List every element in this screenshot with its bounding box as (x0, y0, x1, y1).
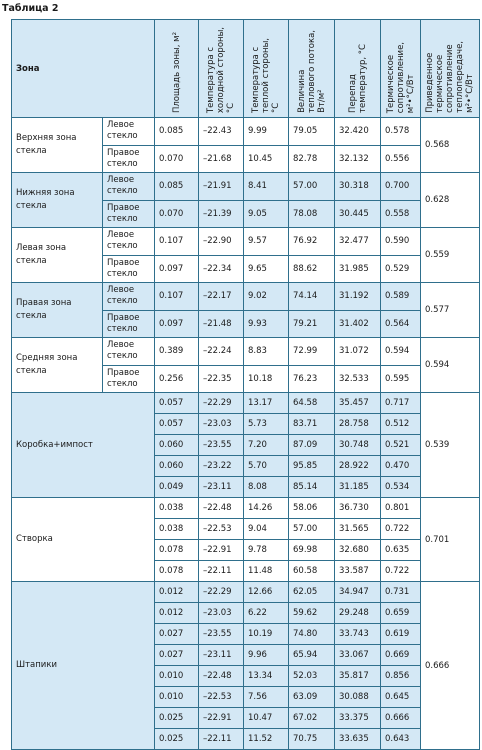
cell-flux: 74.14 (289, 283, 335, 311)
cell-flux: 85.14 (289, 477, 335, 498)
cell-t-warm: 8.08 (244, 477, 289, 498)
cell-dt: 36.730 (335, 498, 381, 519)
table-row (12, 228, 480, 256)
cell-t-warm: 7.20 (244, 435, 289, 456)
cell-dt: 32.477 (335, 228, 381, 256)
cell-area: 0.027 (155, 645, 199, 666)
reduced-resistance: 0.666 (421, 582, 480, 750)
cell-t-cold: –23.03 (199, 603, 244, 624)
sub-zone-name: Левое стекло (103, 338, 155, 366)
cell-t-cold: –22.53 (199, 519, 244, 540)
sub-zone-name: Левое стекло (103, 118, 155, 146)
header-zone: Зона (12, 20, 155, 118)
cell-t-cold: –22.90 (199, 228, 244, 256)
cell-flux: 70.75 (289, 729, 335, 750)
sub-zone-name: Правое стекло (103, 255, 155, 283)
cell-flux: 83.71 (289, 414, 335, 435)
zone-name: Коробка+импост (12, 393, 155, 498)
cell-flux: 59.62 (289, 603, 335, 624)
cell-area: 0.085 (155, 118, 199, 146)
cell-dt: 30.088 (335, 687, 381, 708)
cell-dt: 31.565 (335, 519, 381, 540)
sub-zone-name: Правое стекло (103, 310, 155, 338)
cell-dt: 31.072 (335, 338, 381, 366)
cell-dt: 32.680 (335, 540, 381, 561)
cell-dt: 33.375 (335, 708, 381, 729)
cell-t-cold: –21.39 (199, 200, 244, 228)
cell-area: 0.027 (155, 624, 199, 645)
cell-dt: 28.758 (335, 414, 381, 435)
cell-t-warm: 9.05 (244, 200, 289, 228)
cell-dt: 32.533 (335, 365, 381, 393)
cell-flux: 79.21 (289, 310, 335, 338)
cell-flux: 95.85 (289, 456, 335, 477)
cell-area: 0.060 (155, 435, 199, 456)
cell-r: 0.558 (381, 200, 421, 228)
cell-flux: 69.98 (289, 540, 335, 561)
cell-dt: 33.067 (335, 645, 381, 666)
zone-name: Правая зона стекла (12, 283, 103, 338)
cell-t-cold: –22.48 (199, 498, 244, 519)
cell-r: 0.470 (381, 456, 421, 477)
cell-dt: 30.318 (335, 173, 381, 201)
cell-area: 0.256 (155, 365, 199, 393)
cell-r: 0.594 (381, 338, 421, 366)
zone-name: Нижняя зона стекла (12, 173, 103, 228)
cell-dt: 30.748 (335, 435, 381, 456)
cell-dt: 33.743 (335, 624, 381, 645)
cell-t-warm: 10.19 (244, 624, 289, 645)
zone-name: Штапики (12, 582, 155, 750)
cell-t-warm: 8.41 (244, 173, 289, 201)
cell-area: 0.012 (155, 582, 199, 603)
cell-t-warm: 9.02 (244, 283, 289, 311)
cell-flux: 72.99 (289, 338, 335, 366)
header-r: Термическое сопротивление, м²•°С/Вт (381, 20, 421, 118)
cell-r: 0.529 (381, 255, 421, 283)
cell-area: 0.097 (155, 255, 199, 283)
cell-t-warm: 9.78 (244, 540, 289, 561)
cell-area: 0.107 (155, 283, 199, 311)
table-caption: Таблица 2 (2, 3, 59, 14)
cell-area: 0.049 (155, 477, 199, 498)
cell-t-warm: 9.04 (244, 519, 289, 540)
cell-flux: 63.09 (289, 687, 335, 708)
cell-r: 0.578 (381, 118, 421, 146)
cell-t-cold: –23.11 (199, 645, 244, 666)
cell-t-cold: –23.55 (199, 435, 244, 456)
header-area: Площадь зоны, м² (155, 20, 199, 118)
cell-dt: 32.132 (335, 145, 381, 173)
cell-r: 0.722 (381, 519, 421, 540)
cell-dt: 31.192 (335, 283, 381, 311)
cell-t-warm: 6.22 (244, 603, 289, 624)
cell-r: 0.722 (381, 561, 421, 582)
reduced-resistance: 0.701 (421, 498, 480, 582)
cell-t-warm: 9.57 (244, 228, 289, 256)
cell-area: 0.078 (155, 561, 199, 582)
cell-t-warm: 9.99 (244, 118, 289, 146)
cell-area: 0.038 (155, 519, 199, 540)
cell-dt: 31.985 (335, 255, 381, 283)
cell-t-warm: 5.70 (244, 456, 289, 477)
cell-r: 0.645 (381, 687, 421, 708)
cell-r: 0.564 (381, 310, 421, 338)
cell-flux: 87.09 (289, 435, 335, 456)
cell-dt: 33.587 (335, 561, 381, 582)
cell-dt: 35.457 (335, 393, 381, 414)
cell-t-cold: –22.48 (199, 666, 244, 687)
cell-r: 0.595 (381, 365, 421, 393)
table-row (12, 173, 480, 201)
cell-t-cold: –21.48 (199, 310, 244, 338)
cell-flux: 52.03 (289, 666, 335, 687)
reduced-resistance: 0.568 (421, 118, 480, 173)
cell-r: 0.700 (381, 173, 421, 201)
cell-area: 0.057 (155, 393, 199, 414)
cell-flux: 74.80 (289, 624, 335, 645)
cell-flux: 60.58 (289, 561, 335, 582)
table-row (12, 283, 480, 311)
cell-t-cold: –22.91 (199, 708, 244, 729)
cell-flux: 58.06 (289, 498, 335, 519)
cell-t-warm: 11.52 (244, 729, 289, 750)
cell-r: 0.666 (381, 708, 421, 729)
cell-t-cold: –21.91 (199, 173, 244, 201)
cell-dt: 32.420 (335, 118, 381, 146)
cell-flux: 78.08 (289, 200, 335, 228)
reduced-resistance: 0.577 (421, 283, 480, 338)
sub-zone-name: Правое стекло (103, 200, 155, 228)
cell-t-warm: 13.34 (244, 666, 289, 687)
header-dt: Перепад температур, °С (335, 20, 381, 118)
sub-zone-name: Левое стекло (103, 173, 155, 201)
header-flux: Величина теплового потока, Вт/м² (289, 20, 335, 118)
cell-r: 0.669 (381, 645, 421, 666)
cell-t-warm: 8.83 (244, 338, 289, 366)
cell-t-cold: –22.29 (199, 582, 244, 603)
thermal-resistance-table (11, 19, 480, 750)
cell-dt: 31.402 (335, 310, 381, 338)
cell-t-cold: –22.29 (199, 393, 244, 414)
cell-r: 0.589 (381, 283, 421, 311)
cell-dt: 34.947 (335, 582, 381, 603)
zone-name: Средняя зона стекла (12, 338, 103, 393)
cell-r: 0.512 (381, 414, 421, 435)
cell-area: 0.057 (155, 414, 199, 435)
table-row (12, 393, 480, 414)
cell-area: 0.097 (155, 310, 199, 338)
reduced-resistance: 0.539 (421, 393, 480, 498)
zone-name: Створка (12, 498, 155, 582)
cell-t-cold: –22.24 (199, 338, 244, 366)
cell-flux: 76.92 (289, 228, 335, 256)
cell-t-warm: 10.45 (244, 145, 289, 173)
cell-area: 0.060 (155, 456, 199, 477)
cell-r: 0.643 (381, 729, 421, 750)
cell-flux: 79.05 (289, 118, 335, 146)
cell-dt: 33.635 (335, 729, 381, 750)
cell-t-cold: –21.68 (199, 145, 244, 173)
cell-flux: 67.02 (289, 708, 335, 729)
cell-r: 0.717 (381, 393, 421, 414)
cell-dt: 28.922 (335, 456, 381, 477)
cell-dt: 29.248 (335, 603, 381, 624)
header-t-cold: Температура с холодной стороны, °С (199, 20, 244, 118)
cell-area: 0.070 (155, 145, 199, 173)
cell-r: 0.856 (381, 666, 421, 687)
cell-t-cold: –22.34 (199, 255, 244, 283)
cell-t-warm: 10.47 (244, 708, 289, 729)
cell-t-cold: –23.22 (199, 456, 244, 477)
cell-r: 0.534 (381, 477, 421, 498)
cell-t-cold: –23.11 (199, 477, 244, 498)
cell-t-warm: 12.66 (244, 582, 289, 603)
sub-zone-name: Правое стекло (103, 365, 155, 393)
cell-t-cold: –22.11 (199, 561, 244, 582)
cell-t-cold: –22.43 (199, 118, 244, 146)
cell-flux: 57.00 (289, 519, 335, 540)
cell-r: 0.521 (381, 435, 421, 456)
cell-area: 0.010 (155, 687, 199, 708)
cell-area: 0.010 (155, 666, 199, 687)
cell-area: 0.389 (155, 338, 199, 366)
cell-t-cold: –22.11 (199, 729, 244, 750)
reduced-resistance: 0.559 (421, 228, 480, 283)
table-row (12, 338, 480, 366)
cell-flux: 76.23 (289, 365, 335, 393)
cell-flux: 64.58 (289, 393, 335, 414)
header-row (12, 20, 480, 118)
cell-dt: 31.185 (335, 477, 381, 498)
header-t-warm: Температура с теплой стороны, °С (244, 20, 289, 118)
table-row (12, 582, 480, 603)
sub-zone-name: Левое стекло (103, 228, 155, 256)
cell-area: 0.070 (155, 200, 199, 228)
sub-zone-name: Левое стекло (103, 283, 155, 311)
table-row (12, 498, 480, 519)
reduced-resistance: 0.628 (421, 173, 480, 228)
cell-r: 0.801 (381, 498, 421, 519)
cell-t-cold: –23.55 (199, 624, 244, 645)
cell-t-cold: –22.53 (199, 687, 244, 708)
cell-t-warm: 10.18 (244, 365, 289, 393)
cell-r: 0.659 (381, 603, 421, 624)
cell-r: 0.590 (381, 228, 421, 256)
cell-area: 0.025 (155, 708, 199, 729)
cell-t-cold: –22.35 (199, 365, 244, 393)
cell-flux: 57.00 (289, 173, 335, 201)
header-r-reduced: Приведенное термическое сопротивление теплопередаче, м²•°С/Вт (421, 20, 480, 118)
table-row (12, 118, 480, 146)
cell-area: 0.012 (155, 603, 199, 624)
cell-dt: 35.817 (335, 666, 381, 687)
cell-r: 0.635 (381, 540, 421, 561)
cell-t-warm: 13.17 (244, 393, 289, 414)
cell-r: 0.556 (381, 145, 421, 173)
cell-r: 0.619 (381, 624, 421, 645)
cell-t-warm: 9.96 (244, 645, 289, 666)
cell-t-cold: –22.17 (199, 283, 244, 311)
cell-t-warm: 11.48 (244, 561, 289, 582)
cell-area: 0.078 (155, 540, 199, 561)
cell-flux: 65.94 (289, 645, 335, 666)
cell-dt: 30.445 (335, 200, 381, 228)
cell-flux: 88.62 (289, 255, 335, 283)
cell-t-cold: –22.91 (199, 540, 244, 561)
cell-area: 0.085 (155, 173, 199, 201)
cell-area: 0.038 (155, 498, 199, 519)
cell-area: 0.107 (155, 228, 199, 256)
cell-r: 0.731 (381, 582, 421, 603)
reduced-resistance: 0.594 (421, 338, 480, 393)
cell-t-warm: 14.26 (244, 498, 289, 519)
cell-area: 0.025 (155, 729, 199, 750)
cell-t-warm: 7.56 (244, 687, 289, 708)
cell-flux: 62.05 (289, 582, 335, 603)
cell-t-warm: 9.93 (244, 310, 289, 338)
sub-zone-name: Правое стекло (103, 145, 155, 173)
cell-t-warm: 5.73 (244, 414, 289, 435)
zone-name: Верхняя зона стекла (12, 118, 103, 173)
cell-t-warm: 9.65 (244, 255, 289, 283)
cell-flux: 82.78 (289, 145, 335, 173)
cell-t-cold: –23.03 (199, 414, 244, 435)
zone-name: Левая зона стекла (12, 228, 103, 283)
